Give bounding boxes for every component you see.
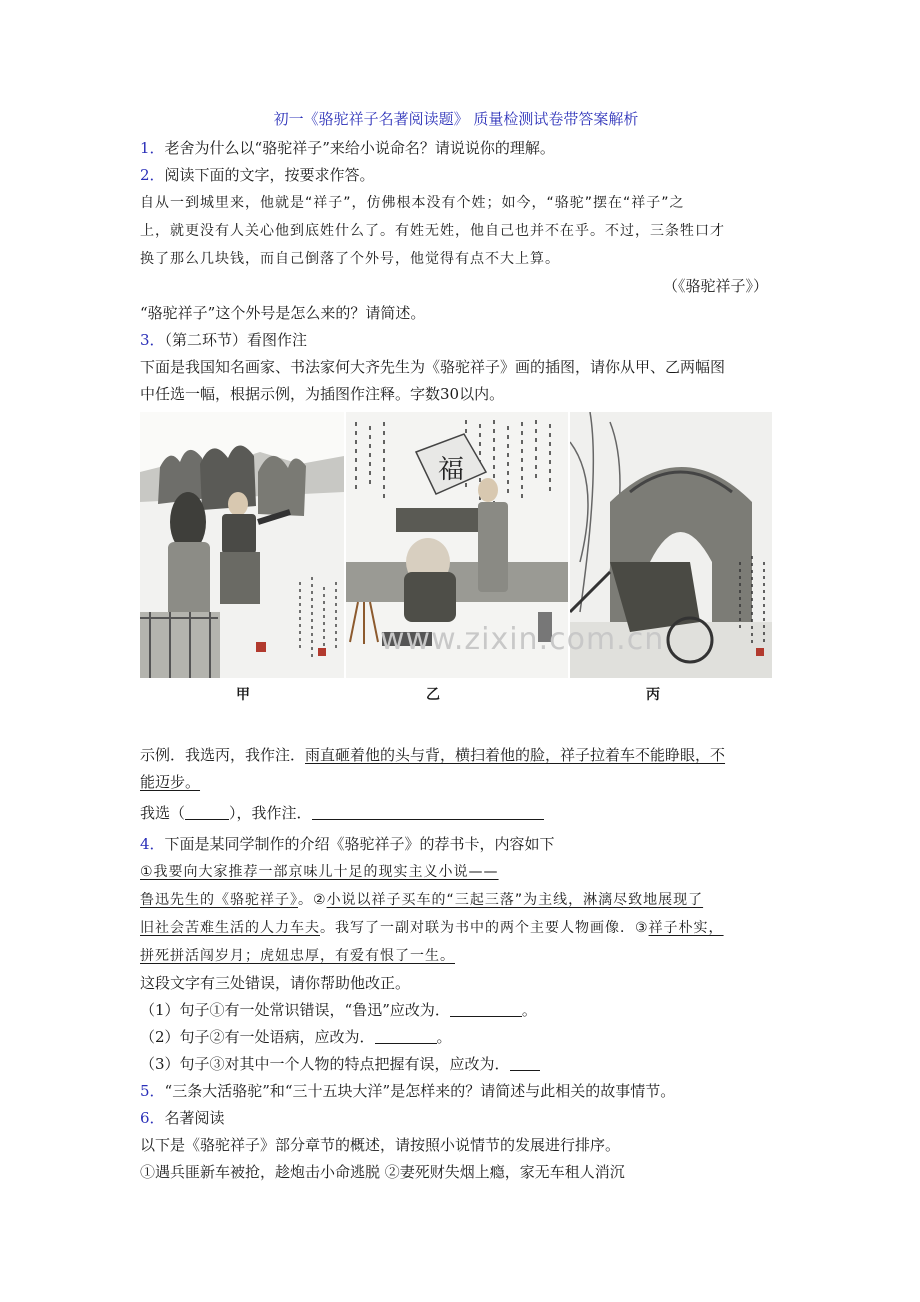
card-line-3 [140, 914, 772, 942]
question-number: 3． [140, 331, 165, 349]
question-4-errors: 这段文字有三处错误，请你帮助他改正。 [140, 974, 411, 992]
question-6 [140, 1105, 772, 1132]
question-3 [140, 327, 772, 354]
card-line-1 [140, 858, 772, 886]
card-sentence-2: 小说以祥子买车的“三起三落”为主线，淋漓尽致地展现了 [326, 892, 704, 908]
question-number: 2． [140, 166, 165, 184]
sub-question-1 [140, 997, 772, 1024]
answer-prefix: 我选（ [140, 804, 186, 822]
question-number: 6． [140, 1109, 165, 1127]
answer-mid: ），我作注． [229, 804, 312, 822]
question-text: “三条大活骆驼”和“三十五块大洋”是怎样来的？请简述与此相关的故事情节。 [164, 1082, 676, 1100]
question-4 [140, 831, 772, 858]
answer-blank-1[interactable] [450, 1000, 522, 1017]
passage-line: 自从一到城里来，他就是“祥子”，仿佛根本没有个姓；如今，“骆驼”摆在“祥子”之 [140, 195, 685, 211]
sub-question-text: （2）句子②有一处语病，应改为． [140, 1028, 375, 1046]
card-line-2 [140, 886, 772, 914]
example-annotation: 雨直砸着他的头与背，横扫着他的脸，祥子拉着车不能睁眼，不 [305, 746, 726, 764]
question-number: 1． [140, 139, 165, 157]
choice-blank[interactable] [185, 803, 229, 820]
question-number: 5． [140, 1082, 165, 1100]
passage-line: 换了那么几块钱，而自己倒落了个外号，他觉得有点不大上算。 [140, 251, 560, 267]
card-sep: 。② [298, 892, 327, 908]
answer-blank-2[interactable] [375, 1027, 437, 1044]
caption-jia: 甲 [236, 687, 250, 703]
question-text: 老舍为什么以“骆驼祥子”来给小说命名？请说说你的理解。 [164, 139, 555, 157]
document-page [140, 108, 772, 1186]
passage-line: 上，就更没有人关心他到底姓什么了。有姓无姓，他自己也并不在乎。不过，三条牲口才 [140, 223, 725, 239]
sub-question-text: （3）句子③对其中一个人物的特点把握有误，应改为． [140, 1055, 510, 1073]
card-line-4 [140, 942, 772, 970]
sub-question-2 [140, 1024, 772, 1051]
question-6-desc: 以下是《骆驼祥子》部分章节的概述，请按照小说情节的发展进行排序。 [140, 1136, 621, 1154]
question-number: 4． [140, 835, 165, 853]
question-text: 阅读下面的文字，按要求作答。 [164, 166, 375, 184]
example-line-2 [140, 769, 772, 796]
passage-source: （《骆驼祥子》） [662, 277, 768, 295]
card-sentence-2-end: 旧社会苦难生活的人力车夫 [140, 920, 320, 936]
page-title: 初一《骆驼祥子名著阅读题》 质量检测试卷带答案解析 [273, 110, 639, 128]
question-1 [140, 135, 772, 162]
example-prefix: 示例．我选丙，我作注． [140, 746, 306, 764]
fortune-sign-glyph: 福 [438, 455, 465, 485]
illustration-jia [140, 412, 344, 678]
question-text: （第二环节）看图作注 [164, 331, 308, 349]
sub-question-end: 。 [521, 1001, 537, 1019]
question-text: 下面是某同学制作的介绍《骆驼祥子》的荐书卡，内容如下 [164, 835, 555, 853]
example-annotation-cont: 能迈步。 [140, 773, 201, 791]
question-3-desc: 中任选一幅，根据示例，为插图作注释。字数30以内。 [140, 385, 505, 403]
card-sentence-3: 祥子朴实， [648, 920, 724, 936]
card-middle: 。我写了一副对联为书中的两个主要人物画像．③ [320, 920, 649, 936]
caption-yi: 乙 [426, 687, 440, 703]
card-sentence-3-end: 拼死拼活闯岁月；虎妞忠厚，有爱有恨了一生。 [140, 948, 455, 964]
sub-question-text: （1）句子①有一处常识错误，“鲁迅”应改为． [140, 1001, 450, 1019]
caption-bing: 丙 [646, 687, 660, 703]
answer-blank-3[interactable] [510, 1054, 540, 1071]
example-line-1 [140, 742, 772, 769]
question-2 [140, 162, 772, 189]
sub-question-end: 。 [436, 1028, 452, 1046]
illustration-captions [140, 678, 772, 708]
question-2-prompt: “骆驼祥子”这个外号是怎么来的？请简述。 [140, 304, 426, 322]
question-text: 名著阅读 [164, 1109, 225, 1127]
card-sentence-1: ①我要向大家推荐一部京味儿十足的现实主义小说—— [140, 864, 499, 880]
annotation-blank[interactable] [312, 803, 544, 820]
question-5 [140, 1078, 772, 1105]
question-3-desc: 下面是我国知名画家、书法家何大齐先生为《骆驼祥子》画的插图，请你从甲、乙两幅图 [140, 358, 726, 376]
answer-line [140, 800, 772, 827]
watermark: www.zixin.com.cn [380, 622, 665, 657]
card-sentence-1-end: 鲁迅先生的《骆驼祥子》 [140, 892, 298, 908]
sub-question-3 [140, 1051, 772, 1078]
question-6-items: ①遇兵匪新车被抢，趁炮击小命逃脱 ②妻死财失烟上瘾，家无车租人消沉 [140, 1163, 625, 1181]
